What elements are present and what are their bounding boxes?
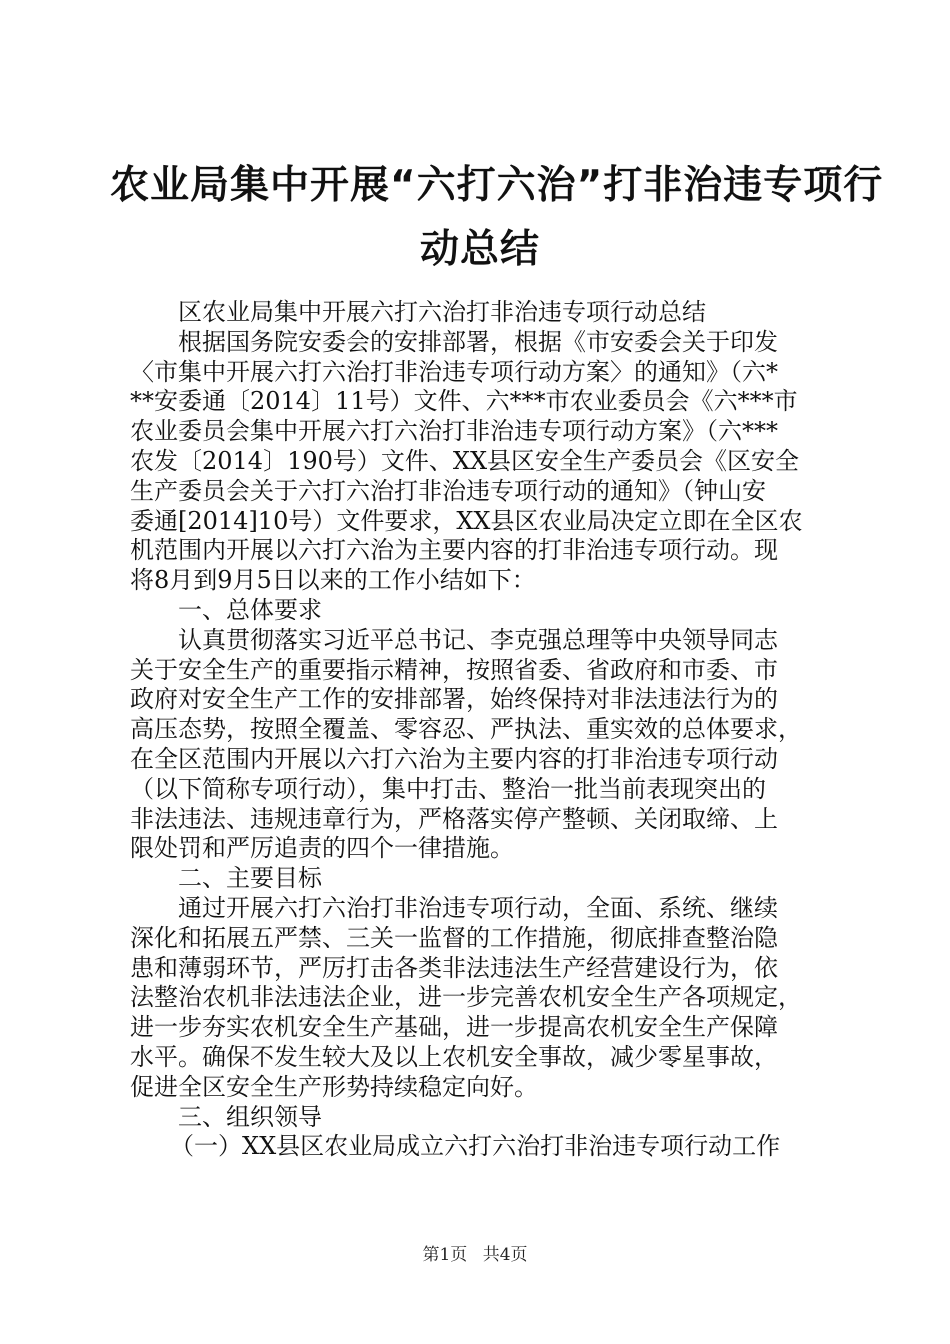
section-heading-3: 三、组织领导 <box>178 1102 322 1131</box>
paragraph-line: 政府对安全生产工作的安排部署，始终保持对非法违法行为的 <box>130 685 778 714</box>
title-line-2: 动总结 <box>419 227 540 272</box>
paragraph-line: 非法违法、违规违章行为，严格落实停产整顿、关闭取缔、上 <box>130 804 778 833</box>
document-body <box>130 298 850 1162</box>
section-heading-2: 二、主要目标 <box>178 864 322 893</box>
paragraph-line: 通过开展六打六治打非治违专项行动，全面、系统、继续 <box>178 893 778 922</box>
paragraph-line: 进一步夯实农机安全生产基础，进一步提高农机安全生产保障 <box>130 1013 778 1042</box>
page-number: 第1页 <box>422 1245 468 1265</box>
paragraph-line: 患和薄弱环节，严厉打击各类非法违法生产经营建设行为，依 <box>130 953 778 982</box>
page-total: 共4页 <box>482 1245 528 1265</box>
paragraph-line: 将8月到9月5日以来的工作小结如下： <box>130 566 536 595</box>
paragraph-line: 生产委员会关于六打六治打非治违专项行动的通知》（钟山安 <box>130 476 766 505</box>
paragraph-line: （以下简称专项行动），集中打击、整治一批当前表现突出的 <box>130 774 766 803</box>
paragraph-line: 在全区范围内开展以六打六治为主要内容的打非治违专项行动 <box>130 744 778 773</box>
paragraph-line: 法整治农机非法违法企业，进一步完善农机安全生产各项规定， <box>130 983 802 1012</box>
page-footer <box>0 1244 950 1266</box>
paragraph-line: 机范围内开展以六打六治为主要内容的打非治违专项行动。现 <box>130 536 778 565</box>
section-heading-1: 一、总体要求 <box>178 595 322 624</box>
paragraph-line: （一）XX县区农业局成立六打六治打非治违专项行动工作 <box>170 1132 781 1161</box>
paragraph-line: 〈市集中开展六打六治打非治违专项行动方案〉的通知》（六* <box>130 357 778 386</box>
paragraph-line: 认真贯彻落实习近平总书记、李克强总理等中央领导同志 <box>178 625 778 654</box>
paragraph-line: 关于安全生产的重要指示精神，按照省委、省政府和市委、市 <box>130 655 778 684</box>
paragraph-line: 水平。确保不发生较大及以上农机安全事故，减少零星事故， <box>130 1042 778 1071</box>
paragraph-line: 促进全区安全生产形势持续稳定向好。 <box>130 1072 538 1101</box>
paragraph-line: 根据国务院安委会的安排部署，根据《市安委会关于印发 <box>178 327 778 356</box>
paragraph-line: **安委通〔2014〕11号）文件、六***市农业委员会《六***市 <box>130 387 798 416</box>
paragraph-line: 农发〔2014〕190号）文件、XX县区安全生产委员会《区安全 <box>130 446 800 475</box>
paragraph-line: 委通[2014]10号）文件要求，XX县区农业局决定立即在全区农 <box>130 506 803 535</box>
title-line-1: 农业局集中开展“六打六治”打非治违专项行 <box>110 163 884 208</box>
body-subtitle: 区农业局集中开展六打六治打非治违专项行动总结 <box>178 298 706 326</box>
paragraph-line: 深化和拓展五严禁、三关一监督的工作措施，彻底排查整治隐 <box>130 923 778 952</box>
paragraph-line: 限处罚和严厉追责的四个一律措施。 <box>130 834 514 863</box>
paragraph-line: 高压态势，按照全覆盖、零容忍、严执法、重实效的总体要求， <box>130 715 802 744</box>
document-title <box>110 154 884 282</box>
paragraph-line: 农业委员会集中开展六打六治打非治违专项行动方案》（六*** <box>130 417 778 446</box>
